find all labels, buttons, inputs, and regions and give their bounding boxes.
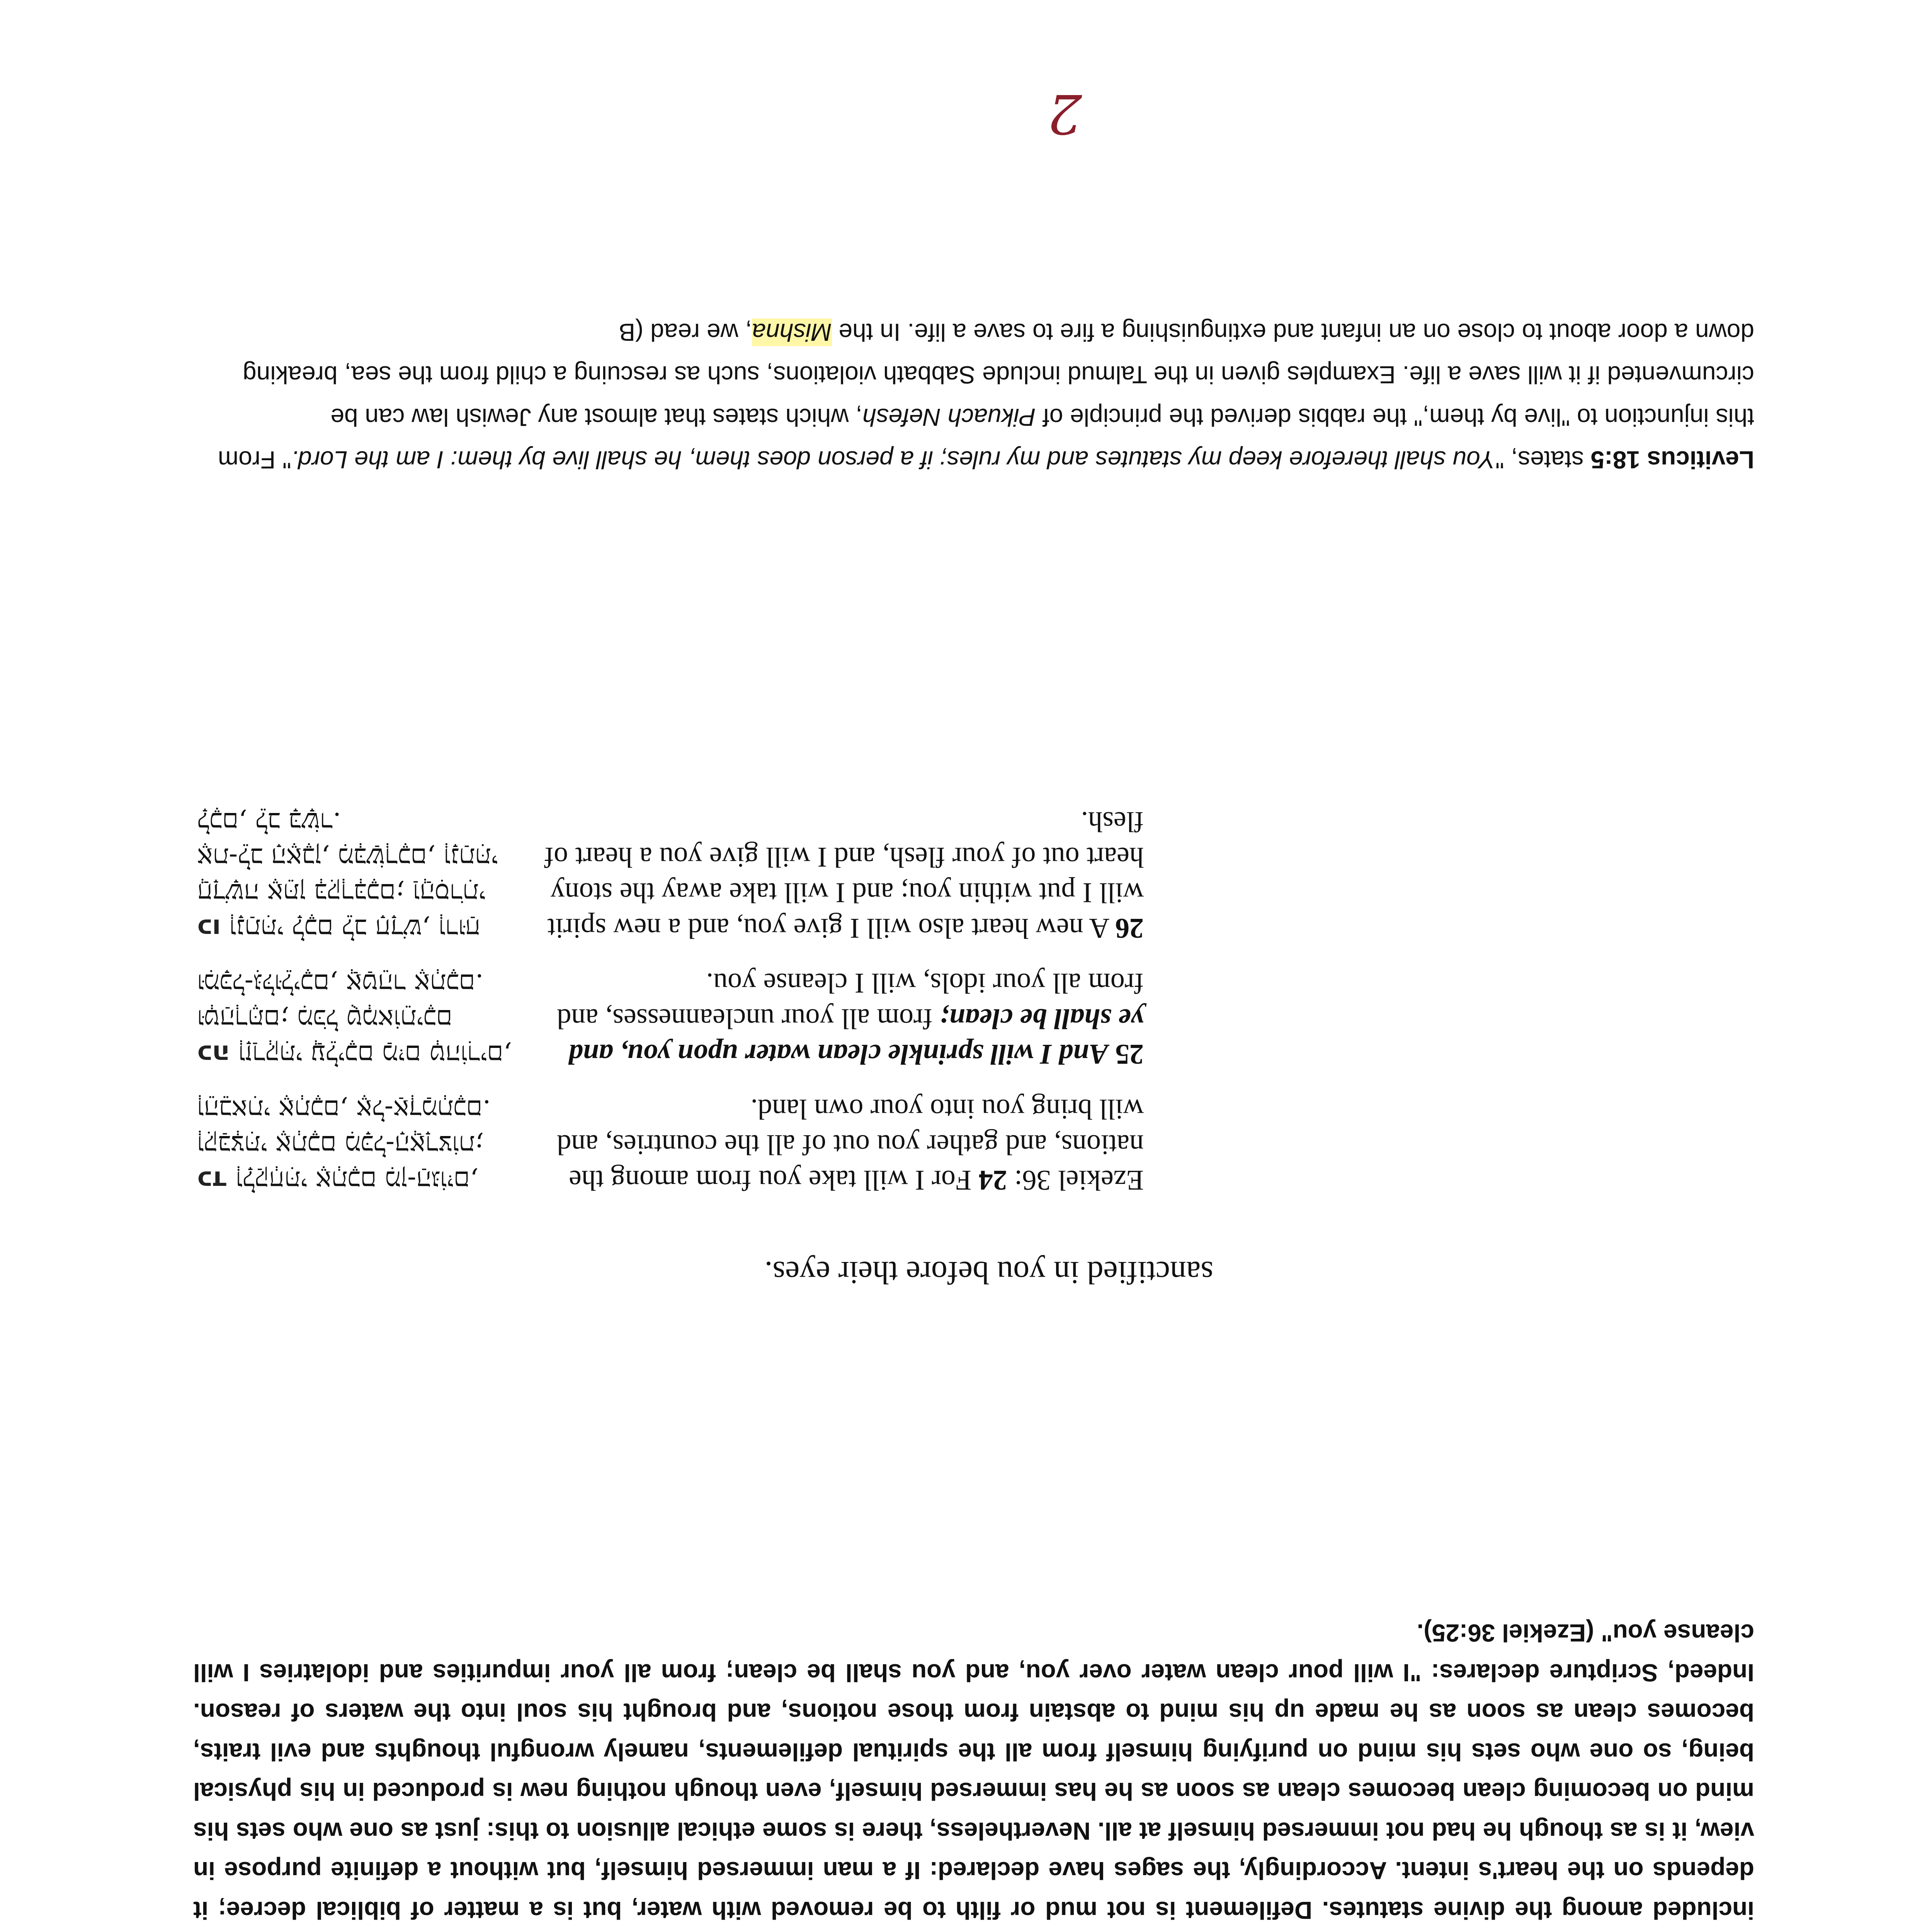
- verse-text-24: For I will take you from among the nations, and gather you out of all the countries, and will bring you into your own land.: [557, 1093, 1144, 1196]
- ezekiel-reference: Ezekiel 36:: [1014, 1164, 1144, 1196]
- verse-hebrew-25: [197, 965, 541, 1072]
- hebrew-verse-number-26: כו: [197, 913, 221, 944]
- handwritten-page-number: 2: [1047, 82, 1082, 145]
- mishna-term: Mishna: [752, 318, 832, 346]
- leviticus-text-2: , which states that almost any Jewish law can be circumvented if it will save a life. Examples given in the Talmud include Sabbath violations, such as rescuing a child from the sea, breaking down a door about to close on an infant and extinguishing a fire to save a life. In the: [243, 318, 1754, 431]
- verse-english-26: [541, 804, 1144, 946]
- verse-row-26: [197, 804, 1144, 946]
- verse-text-26: A new heart also will I give you, and a new spirit will I put within you; and I will take away the stony heart out of your flesh, and I will give you a heart of flesh.: [544, 806, 1144, 944]
- sanctified-fragment: sanctified in you before their eyes.: [764, 1255, 1213, 1291]
- ezekiel-verse-table: [197, 784, 1144, 1198]
- leviticus-paragraph: [209, 311, 1754, 481]
- verse-hebrew-24: [197, 1091, 541, 1198]
- verse-row-25: [197, 965, 1144, 1072]
- hebrew-text-26: וְנָתַתִּי לָכֶם לֵב חָדָשׁ, וְרוּחַ חֲדָשָׁה אֶתֵּן בְּקִרְבְּכֶם; וַהֲסִרֹתִי אֶת-לֵב הָאֶבֶן, מִבְּשַׂרְכֶם, וְנָתַתִּי לָכֶם, לֵב בָּשָׂר.: [197, 806, 498, 944]
- verse-hebrew-26: [197, 804, 541, 946]
- verse-text-25: from all your uncleannesses, and from all your idols, will I cleanse you.: [557, 967, 1144, 1034]
- verse-number-24: 24: [978, 1164, 1007, 1196]
- verse-english-25: [541, 965, 1144, 1072]
- leviticus-text-1: " From this injunction to "live by them," the rabbis derived the principle of: [218, 403, 1754, 474]
- hebrew-verse-number-25: כה: [197, 1039, 230, 1070]
- leviticus-mid: states, ": [1495, 446, 1591, 474]
- hebrew-text-24: וְלָקַחְתִּי אֶתְכֶם מִן-הַגּוֹיִם, וְקִבַּצְתִּי אֶתְכֶם מִכָּל-הָאֲרָצוֹת; וְהֵבֵאתִי אֶתְכֶם, אֶל-אַדְמַתְכֶם.: [197, 1094, 491, 1196]
- leviticus-reference: Leviticus 18:5: [1590, 446, 1754, 474]
- verse-number-25: 25: [1115, 1038, 1144, 1070]
- verse-highlight-25: And I will sprinkle clean water upon you, and ye shall be clean;: [568, 1003, 1144, 1070]
- verse-english-24: [541, 1091, 1144, 1198]
- hebrew-text-25: וְזָרַקְתִּי עֲלֵיכֶם מַיִם טְהוֹרִים, וּטְהַרְתֶּם; מִכֹּל טֻמְאוֹתֵיכֶם וּמִכָּל-גִּלּוּלֵיכֶם, אֲטַהֵר אֶתְכֶם.: [197, 968, 512, 1070]
- mishneh-torah-paragraph: included among the divine statutes. Defilement is not mud or filth to be removed with water, but is a matter of biblical decree; it depends on the heart's intent. Accordingly, the sages have declared: If a man immersed himself, but without a definite purpose in view, it is as though he had not immersed himself at all. Nevertheless, there is some ethical allusion to this: just as one who sets his mind on becoming clean becomes clean as soon as he has immersed himself, even though nothing new is produced in his physical being, so one who sets his mind on purifying himself from all the spiritual defilements, namely wrongful thoughts and evil traits, becomes clean as soon as he made up his mind to abstain from those notions, and brought his soul into the waters of reason. Indeed, Scripture declares: "I will pour clean water over you, and you shall be clean; from all your impurities and idolatries I will cleanse you" (Ezekiel 36:25).: [193, 1619, 1754, 1924]
- pikuach-nefesh-term: Pikuach Nefesh: [862, 403, 1036, 431]
- leviticus-text-3: , we read (B: [619, 318, 752, 346]
- verse-row-24: [197, 1091, 1144, 1198]
- hebrew-verse-number-24: כד: [197, 1165, 228, 1196]
- verse-number-26: 26: [1115, 912, 1144, 944]
- leviticus-quote: You shall therefore keep my statutes and my rules; if a person does them, he shall live by them: I am the Lord.: [291, 446, 1495, 474]
